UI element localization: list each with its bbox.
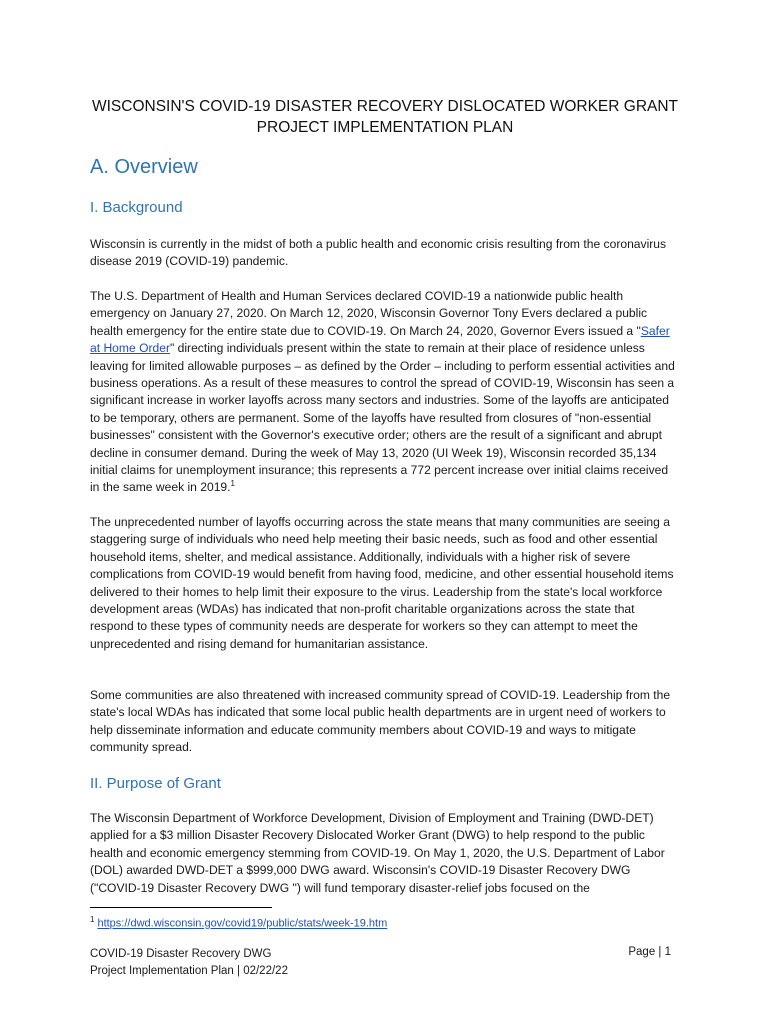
footer-doc-subtitle: Project Implementation Plan | 02/22/22 xyxy=(90,965,288,977)
p2-text-before: The U.S. Department of Health and Human Services declared COVID-19 a nationwide public health emergency on January 27, 2020. On March 12, 2020, Wisconsin Governor Tony Evers declared a public health emergency for the entire state due to COVID-19. On March 24, 2020, Governor Evers issued a " xyxy=(90,289,648,338)
document-title xyxy=(90,96,680,138)
overview-heading: A. Overview xyxy=(90,156,198,178)
background-paragraph-3: The unprecedented number of layoffs occurring across the state means that many communities are seeing a staggering surge of individuals who need help meeting their basic needs, such as food and other essential household items, shelter, and medical assistance. Additionally, individuals with a higher risk of severe complications from COVID-19 would benefit from having food, medicine, and other essential household items delivered to their homes to help limit their exposure to the virus. Leadership from the state's local workforce development areas (WDAs) has indicated that non-profit charitable organizations across the state that respond to these types of community needs are desperate for workers so they can attempt to meet the unprecedented and rising demand for humanitarian assistance. xyxy=(90,515,674,651)
footnote-reference[interactable]: 1 xyxy=(230,479,235,489)
purpose-paragraph-1: The Wisconsin Department of Workforce Development, Division of Employment and Training (DWD-DET) applied for a $3 million Disaster Recovery Dislocated Worker Grant (DWG) to help respond to the public health and economic emergency stemming from COVID-19. On May 1, 2020, the U.S. Department of Labor (DOL) awarded DWD-DET a $999,000 DWG award. Wisconsin's COVID-19 Disaster Recovery DWG ("COVID-19 Disaster Recovery DWG ") will fund temporary disaster-relief jobs focused on the xyxy=(90,811,665,895)
background-paragraph-4: Some communities are also threatened with increased community spread of COVID-19. Leadership from the state's local WDAs has indicated that some local public health departments are in urgent need of workers to help disseminate information and educate community members about COVID-19 and ways to mitigate community spread. xyxy=(90,688,671,755)
background-paragraph-1: Wisconsin is currently in the midst of both a public health and economic crisis resulting from the coronavirus disease 2019 (COVID-19) pandemic. xyxy=(90,237,667,269)
background-heading: I. Background xyxy=(90,199,183,216)
title-line-1: WISCONSIN'S COVID-19 DISASTER RECOVERY DISLOCATED WORKER GRANT xyxy=(91,98,679,115)
page-number: Page | 1 xyxy=(628,946,671,958)
footnote xyxy=(90,915,387,930)
footnote-number: 1 xyxy=(90,915,95,924)
safer-at-home-order-link[interactable]: Safer at Home Order xyxy=(90,323,670,356)
background-paragraph-2 xyxy=(90,288,680,497)
page-footer xyxy=(90,946,288,980)
title-line-2: PROJECT IMPLEMENTATION PLAN xyxy=(256,119,514,136)
p2-text-after: " directing individuals present within the state to remain at their place of residence unless leaving for limited allowable purposes – as defined by the Order – including to perform essential activities and business operations. As a result of these measures to control the spread of COVID-19, Wisconsin has seen a significant increase in worker layoffs across many sectors and industries. Some of the layoffs are anticipated to be temporary, others are permanent. Some of the layoffs have resulted from closures of "non-essential businesses" consistent with the Governor's executive order; others are the result of a significant and abrupt decline in consumer demand. During the week of May 13, 2020 (UI Week 19), Wisconsin recorded 35,134 initial claims for unemployment insurance; this represents a 772 percent increase over initial claims received in the same week in 2019. xyxy=(90,341,675,495)
footnote-link[interactable]: https://dwd.wisconsin.gov/covid19/public/stats/week-19.htm xyxy=(97,917,388,930)
footnote-divider xyxy=(90,907,272,908)
footer-doc-title: COVID-19 Disaster Recovery DWG xyxy=(90,948,272,960)
purpose-heading: II. Purpose of Grant xyxy=(90,775,221,792)
